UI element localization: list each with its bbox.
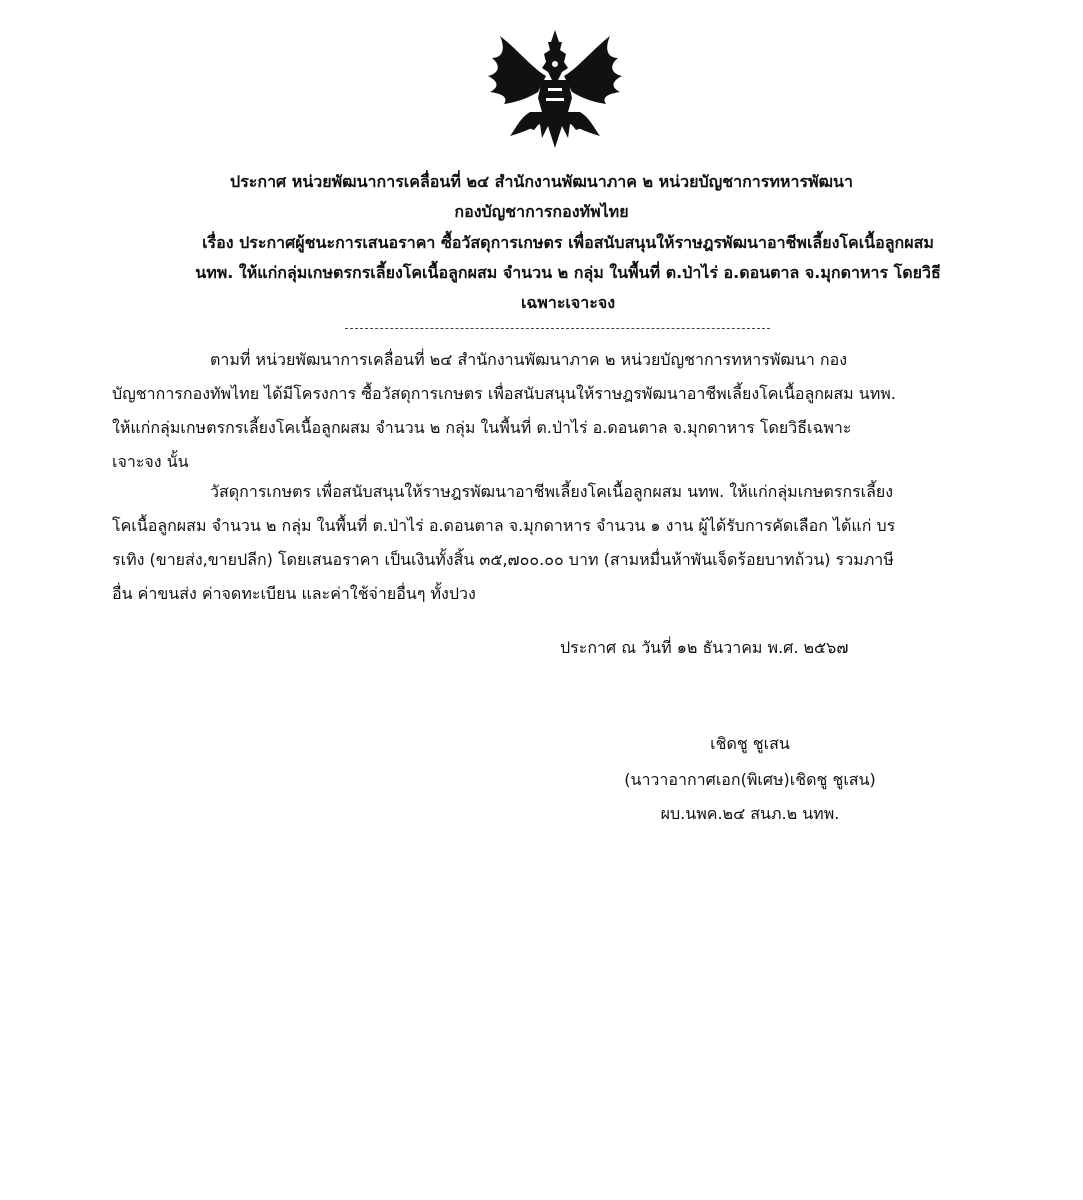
announcement-date: ประกาศ ณ วันที่ ๑๒ ธันวาคม พ.ศ. ๒๕๖๗ (560, 638, 849, 657)
paragraph2-line1: วัสดุการเกษตร เพื่อสนับสนุนให้ราษฎรพัฒนาอาชีพเลี้ยงโคเนื้อลูกผสม นทพ. ให้แก่กลุ่มเกษตรกรเลี้ยง (210, 482, 894, 501)
paragraph1-line2: บัญชาการกองทัพไทย ได้มีโครงการ ซื้อวัสดุการเกษตร เพื่อสนับสนุนให้ราษฎรพัฒนาอาชีพเลี้ยงโคเนื้อลูกผสม นทพ. (112, 384, 896, 403)
signatory-position: ผบ.นพค.๒๔ สนภ.๒ นทพ. (660, 804, 840, 823)
separator-rule (345, 328, 770, 329)
paragraph1-line4: เจาะจง นั้น (112, 452, 189, 471)
paragraph1-line1: ตามที่ หน่วยพัฒนาการเคลื่อนที่ ๒๔ สำนักงานพัฒนาภาค ๒ หน่วยบัญชาการทหารพัฒนา กอง (210, 350, 847, 369)
signatory-full-name: (นาวาอากาศเอก(พิเศษ)เชิดชู ชูเสน) (624, 770, 876, 789)
announcement-title-line1: ประกาศ หน่วยพัฒนาการเคลื่อนที่ ๒๔ สำนักงานพัฒนาภาค ๒ หน่วยบัญชาการทหารพัฒนา (230, 172, 853, 191)
garuda-emblem-icon (480, 28, 630, 158)
subject-line2: นทพ. ให้แก่กลุ่มเกษตรกรเลี้ยงโคเนื้อลูกผสม จำนวน ๒ กลุ่ม ในพื้นที่ ต.ป่าไร่ อ.ดอนตาล จ.มุกดาหาร โดยวิธี (195, 263, 941, 282)
subject-line1: เรื่อง ประกาศผู้ชนะการเสนอราคา ซื้อวัสดุการเกษตร เพื่อสนับสนุนให้ราษฎรพัฒนาอาชีพเลี้ยงโคเนื้อลูกผสม (202, 233, 934, 252)
signature-name: เชิดชู ชูเสน (710, 734, 790, 753)
announcement-title-line2: กองบัญชาการกองทัพไทย (454, 202, 629, 221)
paragraph1-line3: ให้แก่กลุ่มเกษตรกรเลี้ยงโคเนื้อลูกผสม จำนวน ๒ กลุ่ม ในพื้นที่ ต.ป่าไร่ อ.ดอนตาล จ.มุกดาหาร โดยวิธีเฉพาะ (112, 418, 852, 437)
paragraph2-line3: รเทิง (ขายส่ง,ขายปลีก) โดยเสนอราคา เป็นเงินทั้งสิ้น ๓๕,๗๐๐.๐๐ บาท (สามหมื่นห้าพันเจ็ดร้อยบาทถ้วน) รวมภาษี (112, 550, 894, 569)
subject-line3: เฉพาะเจาะจง (520, 293, 616, 312)
paragraph2-line2: โคเนื้อลูกผสม จำนวน ๒ กลุ่ม ในพื้นที่ ต.ป่าไร่ อ.ดอนตาล จ.มุกดาหาร จำนวน ๑ งาน ผู้ได้รับการคัดเลือก ได้แก่ บร (112, 516, 896, 535)
paragraph2-line4: อื่น ค่าขนส่ง ค่าจดทะเบียน และค่าใช้จ่ายอื่นๆ ทั้งปวง (112, 584, 476, 603)
